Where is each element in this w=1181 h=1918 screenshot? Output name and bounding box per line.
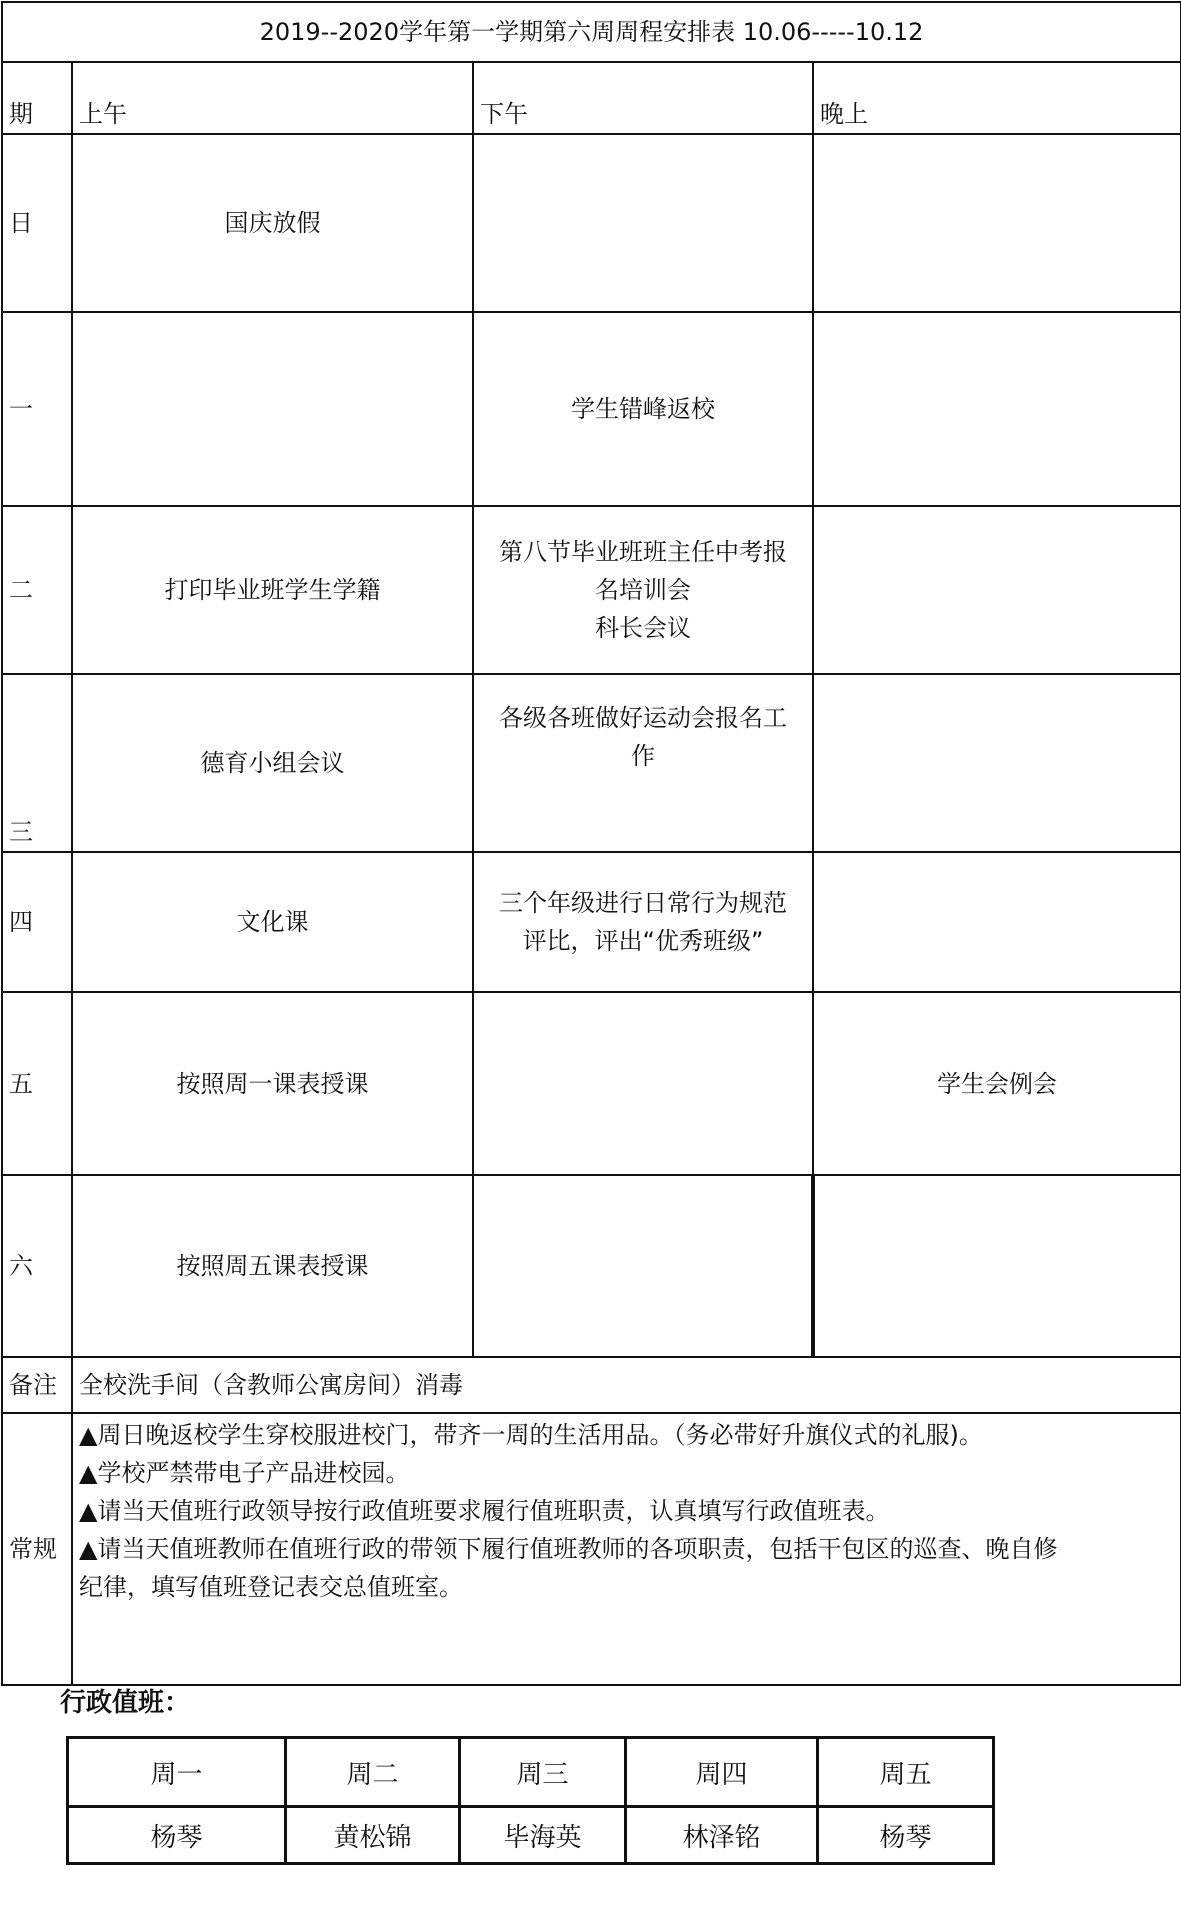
evening-cell [813,506,1181,674]
afternoon-line: 名培训会 [595,576,691,604]
morning-cell: 打印毕业班学生学籍 [72,506,473,674]
header-afternoon: 下午 [473,62,813,134]
day-label: 三 [2,674,72,852]
afternoon-line: 第八节毕业班班主任中考报 [499,538,787,566]
evening-cell [813,134,1181,312]
duty-names-row [68,1807,994,1864]
day-label: 一 [2,312,72,506]
afternoon-line: 评比，评出“优秀班级” [522,927,764,955]
afternoon-line: 作 [631,742,655,770]
afternoon-cell [473,674,813,852]
duty-day: 周四 [626,1738,818,1807]
routine-item: ▲请当天值班行政领导按行政值班要求履行值班职责，认真填写行政值班表。 [79,1497,890,1525]
morning-cell: 文化课 [72,852,473,992]
routine-label: 常规 [2,1413,72,1685]
day-label: 五 [2,992,72,1175]
admin-duty-title: 行政值班： [60,1688,191,1718]
duty-days-row [68,1738,994,1807]
day-row-monday [2,312,1181,506]
afternoon-cell [473,134,813,312]
day-row-sunday [2,134,1181,312]
duty-name: 杨琴 [68,1807,286,1864]
day-row-friday [2,992,1181,1175]
duty-name: 毕海英 [460,1807,626,1864]
day-label: 二 [2,506,72,674]
schedule-table [1,1,1181,1686]
duty-day: 周一 [68,1738,286,1807]
morning-cell: 按照周一课表授课 [72,992,473,1175]
remarks-label: 备注 [2,1357,72,1413]
afternoon-line: 三个年级进行日常行为规范 [499,889,787,917]
evening-cell: 学生会例会 [813,992,1181,1175]
day-label: 四 [2,852,72,992]
evening-cell [813,1175,1181,1357]
routine-item: ▲请当天值班教师在值班行政的带领下履行值班教师的各项职责，包括干包区的巡查、晚自修 [79,1535,1058,1563]
afternoon-line: 科长会议 [595,614,691,642]
duty-day: 周二 [286,1738,460,1807]
morning-cell: 按照周五课表授课 [72,1175,473,1357]
morning-cell: 德育小组会议 [72,674,473,852]
evening-cell [813,674,1181,852]
day-row-thursday [2,852,1181,992]
day-label: 六 [2,1175,72,1357]
duty-name: 林泽铭 [626,1807,818,1864]
routine-item: ▲学校严禁带电子产品进校园。 [79,1459,410,1487]
afternoon-line: 学生错峰返校 [571,395,715,423]
remarks-text: 全校洗手间（含教师公寓房间）消毒 [72,1357,1181,1413]
afternoon-cell [473,506,813,674]
afternoon-cell [473,312,813,506]
afternoon-cell [473,1175,813,1357]
page-title: 2019--2020学年第一学期第六周周程安排表 10.06-----10.12 [2,2,1181,62]
duty-day: 周三 [460,1738,626,1807]
evening-cell [813,312,1181,506]
routine-item: 纪律，填写值班登记表交总值班室。 [79,1573,463,1601]
afternoon-cell [473,992,813,1175]
header-day: 期 [2,62,72,134]
header-morning: 上午 [72,62,473,134]
header-row [2,62,1181,134]
duty-name: 黄松锦 [286,1807,460,1864]
routine-item: ▲周日晚返校学生穿校服进校门，带齐一周的生活用品。（务必带好升旗仪式的礼服)。 [79,1421,983,1449]
afternoon-line: 各级各班做好运动会报名工 [499,704,787,732]
day-row-wednesday [2,674,1181,852]
admin-duty-table [66,1736,995,1865]
remarks-row [2,1357,1181,1413]
day-label: 日 [2,134,72,312]
routine-row [2,1413,1181,1685]
routine-items [72,1413,1181,1685]
day-row-saturday [2,1175,1181,1357]
header-evening: 晚上 [813,62,1181,134]
duty-name: 杨琴 [818,1807,994,1864]
morning-cell: 国庆放假 [72,134,473,312]
afternoon-cell [473,852,813,992]
day-row-tuesday [2,506,1181,674]
evening-cell [813,852,1181,992]
duty-day: 周五 [818,1738,994,1807]
morning-cell [72,312,473,506]
